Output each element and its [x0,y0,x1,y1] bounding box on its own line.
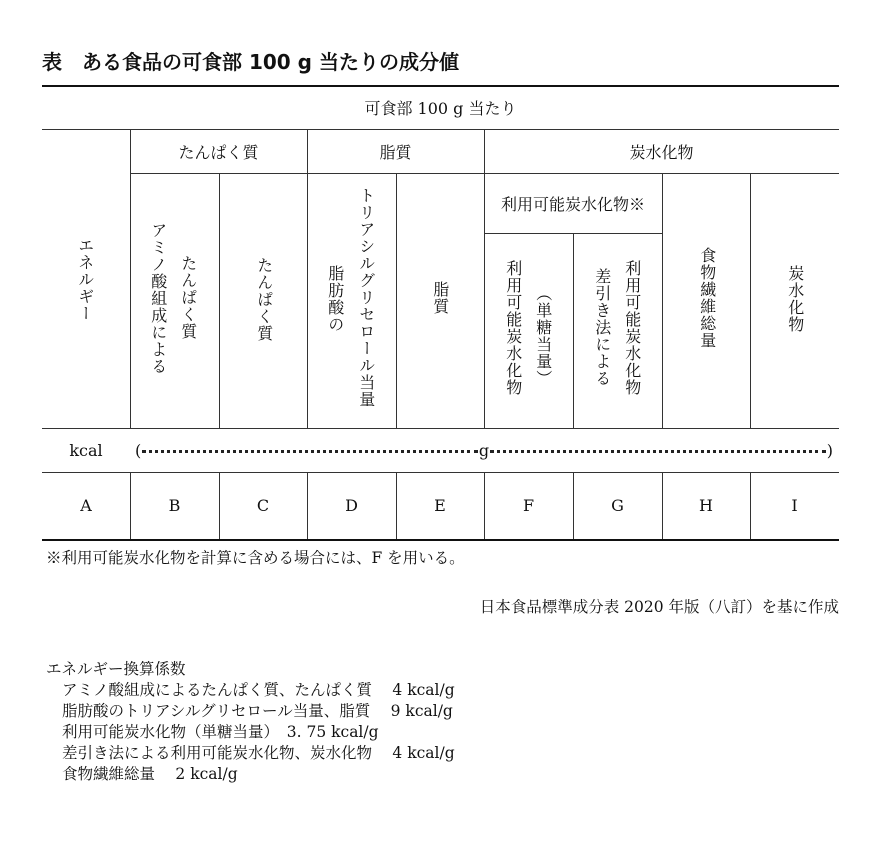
unit-close-paren: ) [826,440,833,460]
factor-item: 食物繊維総量 2 kcal/g [62,765,238,783]
col-c: たんぱく質 [254,257,274,342]
letter-h: H [699,496,713,515]
col-rule-de [396,173,397,428]
group-available-carb: 利用可能炭水化物※ [500,194,645,214]
col-rule-hi [750,173,751,428]
letter-e: E [434,496,446,515]
col-rule-gh [662,173,663,428]
nutrient-table [42,85,839,541]
factors-heading: エネルギー換算係数 [46,660,186,678]
unit-open-paren: ( [135,440,142,460]
factor-item: 利用可能炭水化物（単糖当量） 3. 75 kcal/g [62,723,379,741]
top-header: 可食部 100 g 当たり [364,98,517,118]
col-g-line1: 利用可能炭水化物 [622,260,642,396]
col-rule-a [130,129,131,428]
gram-unit-span [135,428,833,472]
letter-i: I [791,496,798,515]
source-note: 日本食品標準成分表 2020 年版（八訂）を基に作成 [479,598,839,616]
col-f-line1: 利用可能炭水化物 [503,260,523,396]
letter-f: F [522,496,535,515]
factor-item: 差引き法による利用可能炭水化物、炭水化物 4 kcal/g [62,744,455,762]
col-rule-bc [219,173,220,428]
footnote: ※利用可能炭水化物を計算に含める場合には、F を用いる。 [46,549,465,567]
letter-c: C [256,496,270,515]
table-bottom-rule [42,539,839,541]
energy-conversion-factors [46,659,455,785]
col-h: 食物繊維総量 [697,247,717,349]
col-d-line1: トリアシルグリセロール当量 [356,187,376,408]
factor-item: 脂肪酸のトリアシルグリセロール当量、脂質 9 kcal/g [62,702,453,720]
letter-a: A [80,496,92,515]
col-g-line2: 差引き法による [592,268,612,387]
col-rule-cd [307,129,308,428]
col-f-line2: （単糖当量） [533,285,553,387]
group-protein: たんぱく質 [178,142,259,162]
col-d-line2: 脂肪酸の [325,265,345,333]
page-title: 表 ある食品の可食部 100 g 当たりの成分値 [42,50,459,74]
col-e: 脂質 [430,281,450,315]
col-energy: エネルギー [75,237,95,322]
letter-b: B [168,496,181,515]
factor-item: アミノ酸組成によるたんぱく質、たんぱく質 4 kcal/g [62,681,455,699]
col-i: 炭水化物 [785,265,805,333]
energy-unit: kcal [69,440,103,460]
col-rule-fg [573,233,574,428]
group-lipid: 脂質 [379,142,412,162]
unit-gram: g [478,440,490,460]
col-b-line2: たんぱく質 [178,255,198,340]
leader-dots-right [490,450,826,453]
col-b-line1: アミノ酸組成による [148,222,168,375]
leader-dots-left [142,450,478,453]
letter-g: G [611,496,624,515]
group-carbohydrate: 炭水化物 [629,142,694,162]
letter-d: D [345,496,358,515]
